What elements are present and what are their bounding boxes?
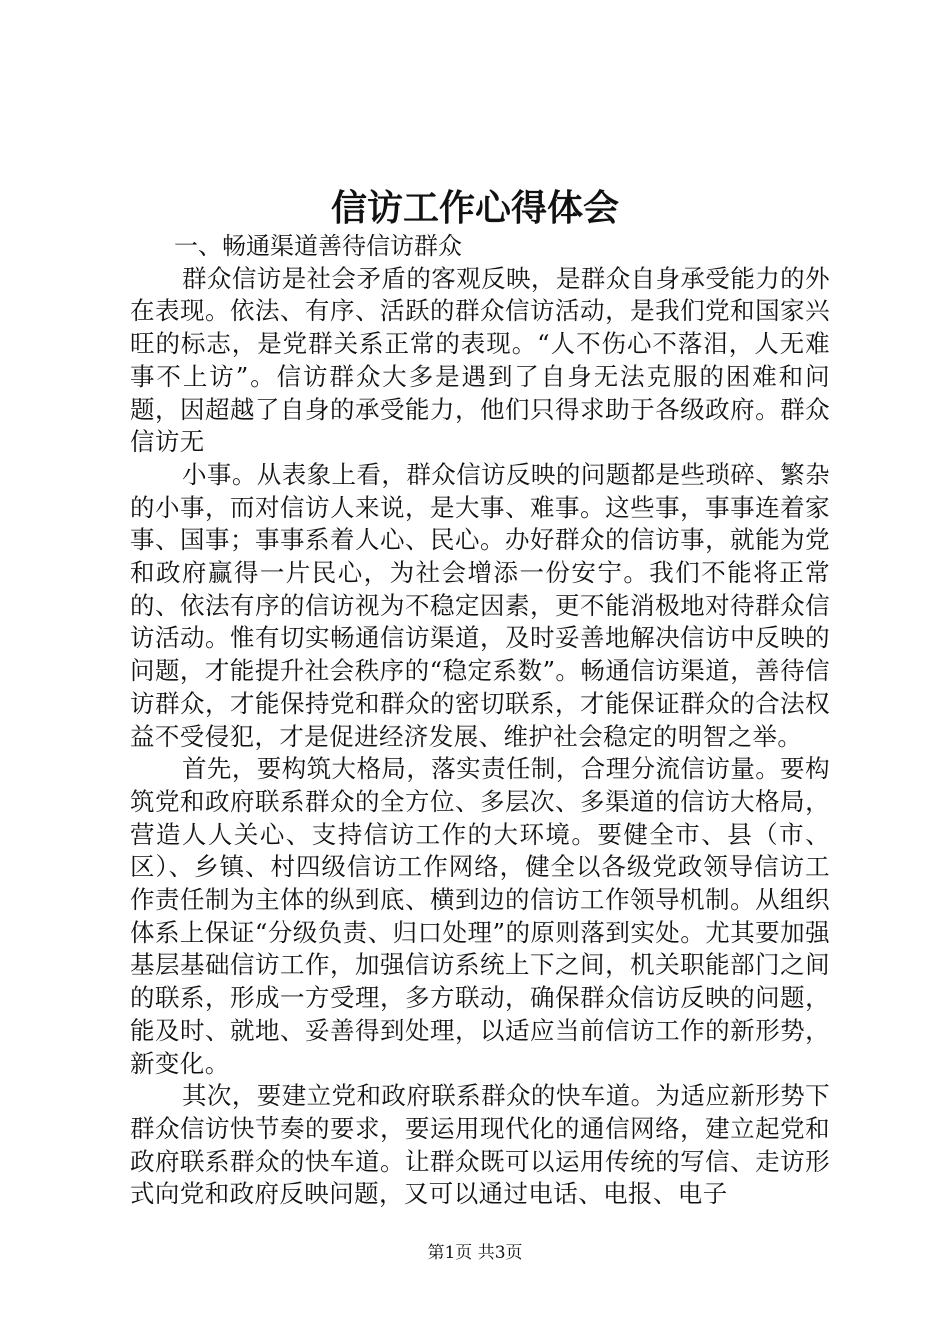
paragraph-2: 小事。从表象上看，群众信访反映的问题都是些琐碎、繁杂的小事，而对信访人来说，是大事、难事。这些事，事事连着家事、国事；事事系着人心、民心。办好群众的信访事，就能为党和政府赢得一片民心，为社会增添一份安宁。我们不能将正常的、依法有序的信访视为不稳定因素，更不能消极地对待群众信访活动。惟有切实畅通信访渠道，及时妥善地解决信访中反映的问题，才能提升社会秩序的“稳定系数”。畅通信访渠道，善待信访群众，才能保持党和群众的密切联系，才能保证群众的合法权益不受侵犯，才是促进经济发展、维护社会稳定的明智之举。 <box>130 459 830 751</box>
paragraph-3: 首先，要构筑大格局，落实责任制，合理分流信访量。要构筑党和政府联系群众的全方位、多层次、多渠道的信访大格局，营造人人关心、支持信访工作的大环境。要健全市、县（市、区）、乡镇、村四级信访工作网络，健全以各级党政领导信访工作责任制为主体的纵到底、横到边的信访工作领导机制。从组织体系上保证“分级负责、归口处理”的原则落到实处。尤其要加强基层基础信访工作，加强信访系统上下之间，机关职能部门之间的联系，形成一方受理，多方联动，确保群众信访反映的问题，能及时、就地、妥善得到处理，以适应当前信访工作的新形势，新变化。 <box>130 754 830 1078</box>
paragraph-1: 群众信访是社会矛盾的客观反映，是群众自身承受能力的外在表现。依法、有序、活跃的群众信访活动，是我们党和国家兴旺的标志，是党群关系正常的表现。“人不伤心不落泪，人无难事不上访”。信访群众大多是遇到了自身无法克服的困难和问题，因超越了自身的承受能力，他们只得求助于各级政府。群众信访无 <box>130 263 830 457</box>
paragraph-4: 其次，要建立党和政府联系群众的快车道。为适应新形势下群众信访快节奏的要求，要运用现代化的通信网络，建立起党和政府联系群众的快车道。让群众既可以运用传统的写信、走访形式向党和政府反映问题，又可以通过电话、电报、电子 <box>130 1081 830 1209</box>
document-body <box>130 230 830 1211</box>
section-heading: 一、畅通渠道善待信访群众 <box>174 232 462 260</box>
page-footer: 第1页 共3页 <box>427 1243 523 1263</box>
document-title: 信访工作心得体会 <box>330 187 619 229</box>
